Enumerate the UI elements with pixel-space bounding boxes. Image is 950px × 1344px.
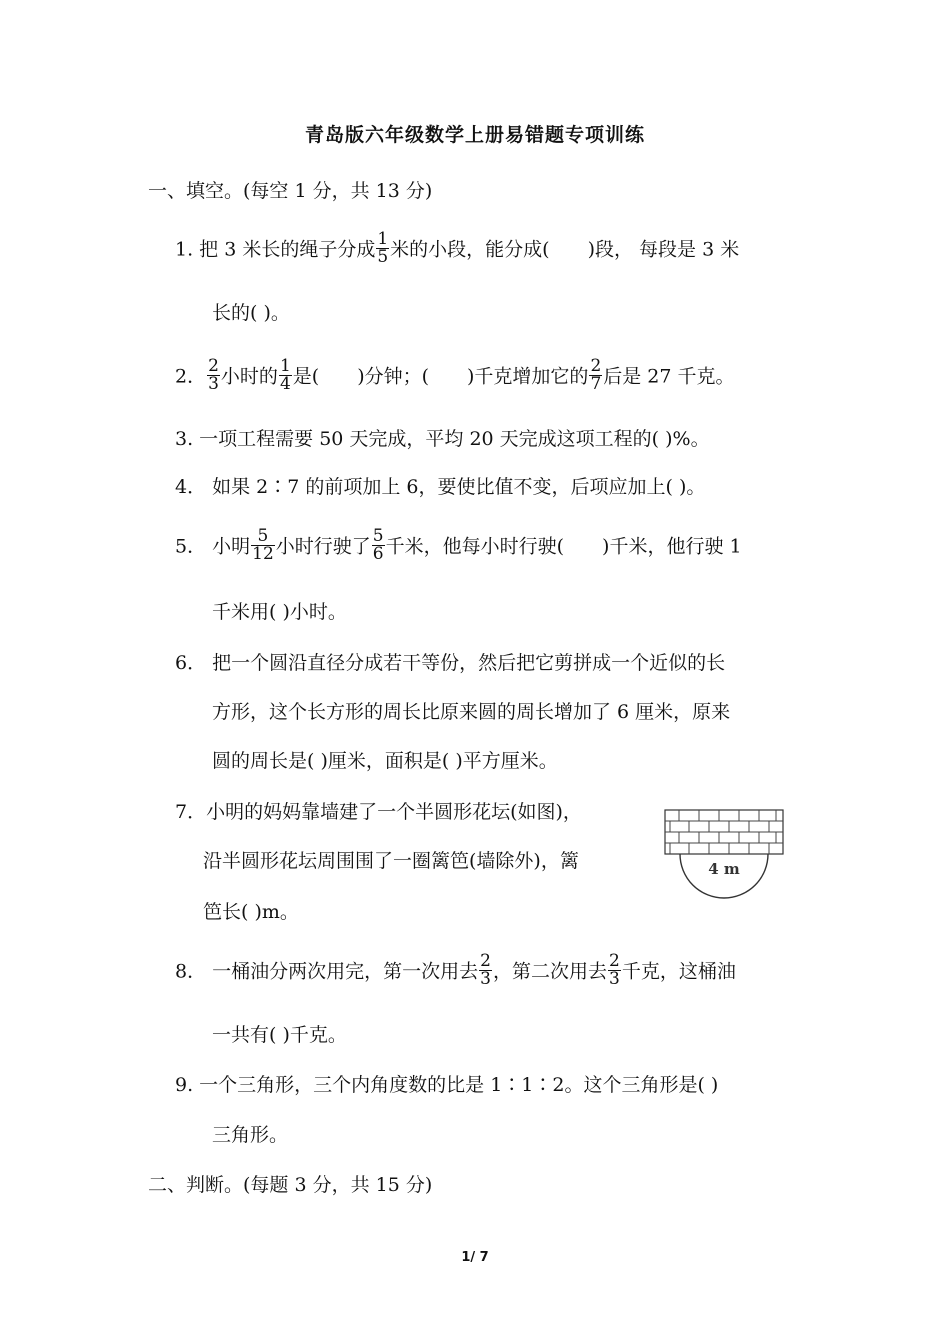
q2-text-c: )分钟；( [357, 365, 430, 388]
q5-text-d: )千米，他行驶 1 [602, 535, 742, 558]
fraction: $\frac{5}{6}$ [372, 526, 384, 564]
question-2 [175, 356, 735, 395]
question-4: 4． 如果 2∶7 的前项加上 6，要使比值不变，后项应加上( )。 [175, 476, 706, 498]
question-5-line-2: 千米用( )小时。 [212, 601, 347, 623]
question-9: 9. 一个三角形，三个内角度数的比是 1∶1∶2。这个三角形是( ) [175, 1074, 719, 1096]
q2-text-b: 是( [292, 365, 320, 388]
wall-semicircle-diagram [664, 808, 786, 908]
q2-text-e: 后是 27 千克。 [603, 365, 735, 388]
question-7: 7．小明的妈妈靠墙建了一个半圆形花坛(如图)， [175, 801, 582, 823]
section-1-heading: 一、填空。(每空 1 分，共 13 分) [148, 180, 433, 202]
question-7-line-3: 笆长( )m。 [203, 901, 299, 923]
question-6-line-2: 方形，这个长方形的周长比原来圆的周长增加了 6 厘米，原来 [212, 701, 731, 723]
fraction: $\frac{2}{3}$ [608, 951, 620, 989]
question-5 [175, 526, 742, 565]
section-2-heading: 二、判断。(每题 3 分，共 15 分) [148, 1174, 433, 1196]
fraction: $\frac{1}{4}$ [279, 356, 291, 394]
page-number: 1/ 7 [461, 1250, 489, 1265]
question-6-line-3: 圆的周长是( )厘米，面积是( )平方厘米。 [212, 750, 558, 772]
diameter-label: 4 m [708, 860, 740, 878]
question-9-line-2: 三角形。 [212, 1124, 289, 1146]
question-6: 6． 把一个圆沿直径分成若干等份，然后把它剪拼成一个近似的长 [175, 652, 726, 674]
fraction: $\frac{1}{5}$ [377, 229, 389, 267]
page-title: 青岛版六年级数学上册易错题专项训练 [304, 124, 645, 146]
q2-number: 2． [175, 365, 207, 388]
question-8 [175, 951, 736, 990]
question-8-line-2: 一共有( )千克。 [212, 1024, 347, 1046]
question-1 [175, 229, 740, 268]
q2-text-d: )千克增加它的 [467, 365, 589, 388]
fraction: $\frac{2}{3}$ [208, 356, 219, 394]
q8-text-c: 千克，这桶油 [621, 960, 736, 983]
semicircle-flowerbed-figure [664, 808, 786, 912]
q1-text-a: 1. 把 3 米长的绳子分成 [175, 238, 376, 261]
q5-text-c: 千米，他每小时行驶( [385, 535, 565, 558]
q2-text-a: 小时的 [220, 365, 278, 388]
q8-text-b: ，第二次用去 [492, 960, 607, 983]
fraction: $\frac{2}{3}$ [480, 951, 491, 989]
question-3: 3. 一项工程需要 50 天完成，平均 20 天完成这项工程的( )%。 [175, 428, 710, 450]
fraction: $\frac{2}{7}$ [590, 356, 602, 394]
q1-text-c: )段， 每段是 3 米 [587, 238, 740, 261]
q8-text-a: 8． 一桶油分两次用完，第一次用去 [175, 960, 479, 983]
fraction: $\frac{5}{12}$ [252, 526, 274, 564]
q5-text-b: 小时行驶了 [275, 535, 371, 558]
question-1-line-2: 长的( )。 [212, 302, 290, 324]
q5-text-a: 5． 小明 [175, 535, 251, 558]
question-7-line-2: 沿半圆形花坛周围围了一圈篱笆(墙除外)，篱 [203, 850, 579, 872]
q1-text-b: 米的小段，能分成( [390, 238, 550, 261]
